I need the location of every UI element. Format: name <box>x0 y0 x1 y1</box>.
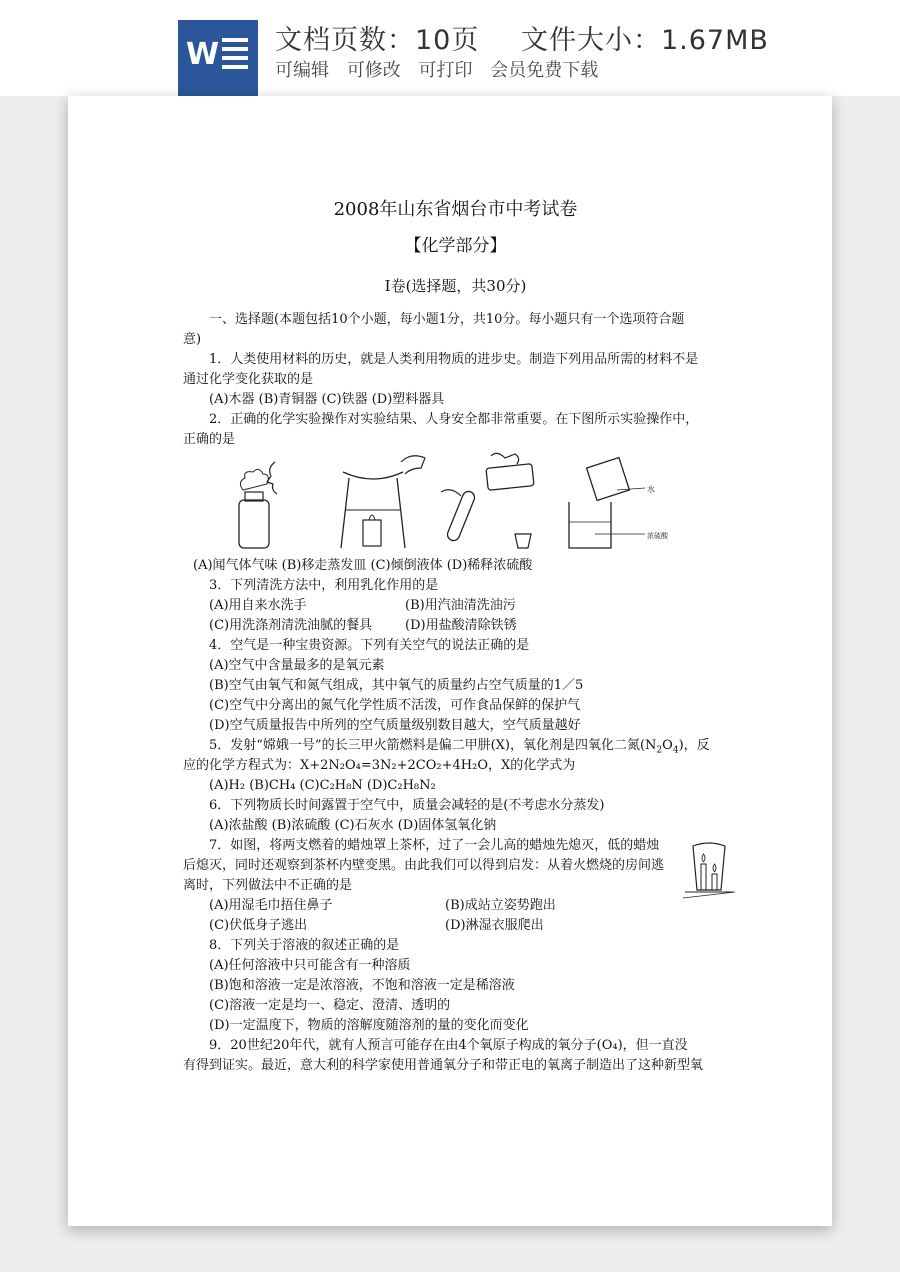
document-stats <box>275 18 801 57</box>
question-4: 4．空气是一种宝贵资源。下列有关空气的说法正确的是 <box>209 638 530 653</box>
question-1-cont: 通过化学变化获取的是 <box>183 372 314 387</box>
intro-line: 一、选择题(本题包括10个小题，每小题1分，共10分。每小题只有一个选项符合题 <box>209 312 685 327</box>
option-c: (C)伏低身子逃出 <box>209 918 308 933</box>
pouring-liquid-figure <box>435 452 545 552</box>
question-3-options-cd <box>183 616 728 636</box>
question-3-options-ab <box>183 596 728 616</box>
question-6: 6．下列物质长时间露置于空气中，质量会减轻的是(不考虑水分蒸发) <box>209 798 605 813</box>
feature-printable: 可打印 <box>418 60 473 81</box>
question-7-options-ab <box>183 896 728 916</box>
question-9-cont: 有得到证实。最近，意大利的科学家使用普通氧分子和带正电的氧离子制造出了这种新型氧 <box>183 1058 704 1073</box>
question-1-options: (A)木器 (B)青铜器 (C)铁器 (D)塑料器具 <box>209 392 445 407</box>
question-body <box>183 310 728 1076</box>
acid-label: 浓硫酸 <box>647 532 668 540</box>
option-c: (C)溶液一定是均一、稳定、澄清、透明的 <box>209 998 451 1013</box>
document-info-banner <box>0 0 900 96</box>
question-5: 5．发射“嫦娥一号”的长三甲火箭燃料是偏二甲肼(X)，氧化剂是四氧化二氮$(N_2O_4)$，反 <box>209 738 710 756</box>
feature-member-download: 会员免费下载 <box>490 60 599 81</box>
question-2: 2．正确的化学实验操作对实验结果、人身安全都非常重要。在下图所示实验操作中， <box>209 412 699 427</box>
candle-cup-figure <box>683 840 735 902</box>
question-6-options: (A)浓盐酸 (B)浓硫酸 (C)石灰水 (D)固体氢氧化钠 <box>209 818 497 833</box>
option-a: (A)任何溶液中只可能含有一种溶质 <box>209 958 411 973</box>
word-logo-letter: W <box>186 37 220 72</box>
question-9: 9．20世纪20年代，就有人预言可能存在由4个氧原子构成的氧分子(O₄)，但一直没 <box>209 1038 688 1053</box>
feature-editable: 可编辑 <box>275 60 329 81</box>
question-5-cont: 应的化学方程式为：X+2N₂O₄=3N₂+2CO₂+4H₂O，X的化学式为 <box>183 758 576 773</box>
option-b: (B)成站立姿势跑出 <box>445 898 556 913</box>
question-5-options: (A)H₂ (B)CH₄ (C)C₂H₈N (D)C₂H₈N₂ <box>209 778 436 793</box>
document-subtitle: 【化学部分】 <box>404 236 507 256</box>
document-title: 2008年山东省烟台市中考试卷 <box>333 199 578 220</box>
file-size: 文件大小：1.67MB <box>520 25 769 56</box>
option-c: (C)用洗涤剂清洗油腻的餐具 <box>209 618 373 633</box>
question-7-cont: 后熄灭，同时还观察到茶杯内壁变黑。由此我们可以得到启发：从着火燃烧的房间逃 <box>183 858 665 873</box>
question-7: 7．如图，将两支燃着的蜡烛罩上茶杯，过了一会儿高的蜡烛先熄灭，低的蜡烛 <box>209 838 660 853</box>
option-d: (D)用盐酸清除铁锈 <box>405 618 517 633</box>
feature-list <box>275 56 610 82</box>
document-page <box>68 96 832 1226</box>
section-heading: Ⅰ卷(选择题，共30分) <box>384 277 527 295</box>
page-count: 文档页数：10页 <box>275 25 480 56</box>
diluting-acid-figure <box>561 452 671 552</box>
word-document-icon <box>178 20 258 96</box>
option-d: (D)空气质量报告中所列的空气质量级别数目越大，空气质量越好 <box>209 718 581 733</box>
smell-gas-figure <box>223 456 293 552</box>
option-b: (B)用汽油清洗油污 <box>405 598 516 613</box>
question-7-cont: 离时，下列做法中不正确的是 <box>183 878 353 893</box>
option-a: (A)空气中含量最多的是氧元素 <box>209 658 385 673</box>
question-7-block <box>183 836 728 896</box>
question-3: 3．下列清洗方法中，利用乳化作用的是 <box>209 578 439 593</box>
option-c: (C)空气中分离出的氮气化学性质不活泼，可作食品保鲜的保护气 <box>209 698 581 713</box>
water-label: 水 <box>647 485 655 494</box>
feature-modifiable: 可修改 <box>346 60 401 81</box>
option-d: (D)一定温度下，物质的溶解度随溶剂的量的变化而变化 <box>209 1018 529 1033</box>
option-a: (A)用湿毛巾捂住鼻子 <box>209 898 333 913</box>
question-2-cont: 正确的是 <box>183 432 236 447</box>
option-b: (B)空气由氧气和氮气组成，其中氧气的质量约占空气质量的1／5 <box>209 678 584 693</box>
question-7-options-cd <box>183 916 728 936</box>
question-1: 1．人类使用材料的历史，就是人类利用物质的进步史。制造下列用品所需的材料不是 <box>209 352 699 367</box>
evaporating-dish-figure <box>331 450 431 552</box>
question-2-options: (A)闻气体气味 (B)移走蒸发皿 (C)倾倒液体 (D)稀释浓硫酸 <box>193 558 533 573</box>
option-d: (D)淋湿衣服爬出 <box>445 918 544 933</box>
option-b: (B)饱和溶液一定是浓溶液，不饱和溶液一定是稀溶液 <box>209 978 515 993</box>
option-a: (A)用自来水洗手 <box>209 598 307 613</box>
intro-line: 意) <box>183 332 202 347</box>
lab-operations-figure <box>183 450 728 556</box>
question-8: 8．下列关于溶液的叙述正确的是 <box>209 938 400 953</box>
